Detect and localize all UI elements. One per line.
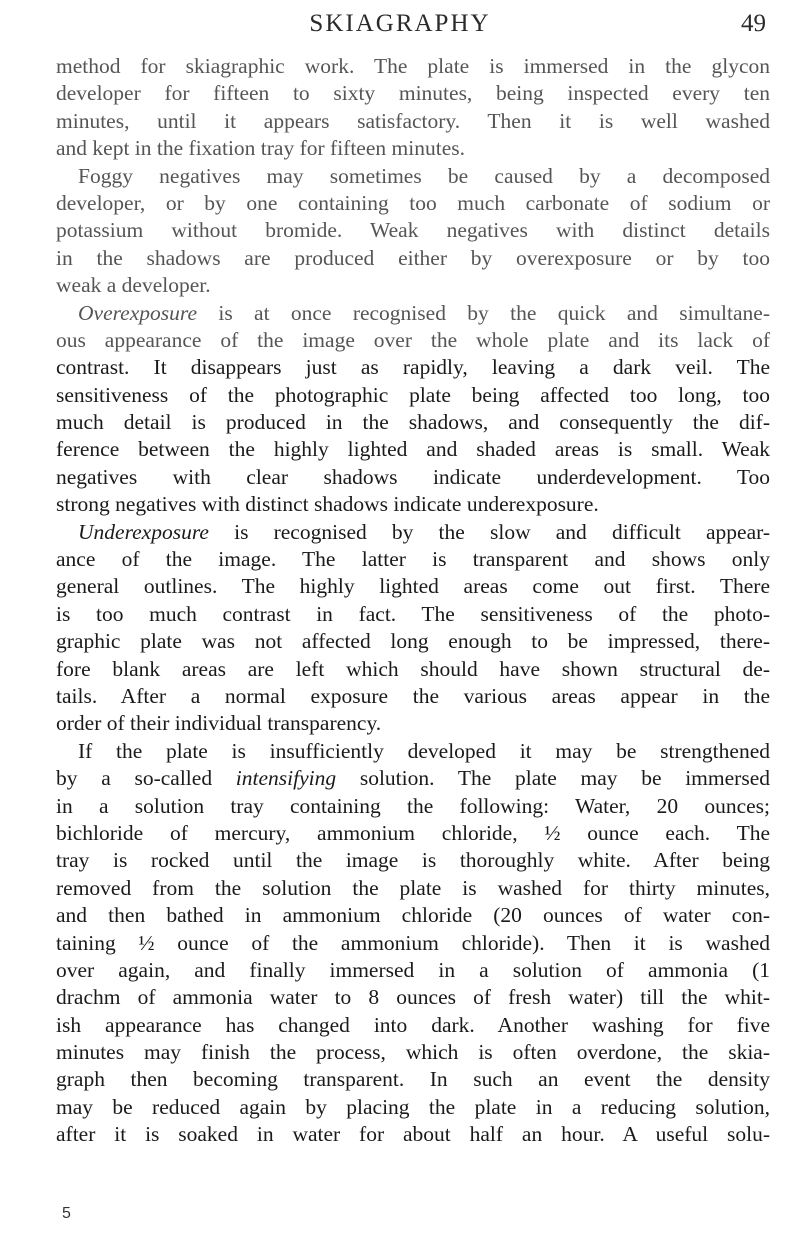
- text-line: negatives with clear shadows indicate underdevelopment. Too: [56, 464, 770, 489]
- running-title: SKIAGRAPHY: [309, 10, 491, 37]
- text-line: weak a developer.: [56, 273, 211, 298]
- text-line: removed from the solution the plate is washed for thirty minutes,: [56, 875, 770, 900]
- text-line: If the plate is insufficiently developed it may be strengthened: [78, 738, 770, 763]
- text-line: bichloride of mercury, ammonium chloride, ½ ounce each. The: [56, 820, 770, 845]
- text-line: ous appearance of the image over the whole plate and its lack of: [56, 327, 770, 352]
- text-line: tray is rocked until the image is thoroughly white. After being: [56, 848, 770, 873]
- italic-term: Overexposure: [78, 300, 197, 325]
- signature-mark: 5: [62, 1205, 71, 1222]
- text-line: [56, 765, 770, 792]
- text-run: solution. The plate may be immersed: [336, 766, 770, 791]
- text-line: sensitiveness of the photographic plate being affected too long, too: [56, 382, 770, 407]
- text-line: developer for fifteen to sixty minutes, being inspected every ten: [56, 81, 770, 106]
- text-line: is too much contrast in fact. The sensitiveness of the photo-: [56, 601, 770, 626]
- text-run: is recognised by the slow and difficult appear-: [208, 519, 770, 544]
- text-line: minutes, until it appears satisfactory. Then it is well washed: [56, 108, 770, 133]
- text-line: general outlines. The highly lighted areas come out first. There: [56, 574, 770, 599]
- text-line: tails. After a normal exposure the various areas appear in the: [56, 683, 770, 708]
- italic-term: Underexposure: [78, 519, 209, 544]
- text-line: ish appearance has changed into dark. Another washing for five: [56, 1012, 770, 1037]
- text-line: graphic plate was not affected long enough to be impressed, there-: [56, 629, 770, 654]
- running-header: [0, 0, 800, 40]
- text-line: taining ½ ounce of the ammonium chloride). Then it is washed: [56, 930, 770, 955]
- text-line: in a solution tray containing the following: Water, 20 ounces;: [56, 793, 770, 818]
- text-line: drachm of ammonia water to 8 ounces of fresh water) till the whit-: [56, 985, 770, 1010]
- text-line: contrast. It disappears just as rapidly, leaving a dark veil. The: [56, 355, 770, 380]
- text-line: fore blank areas are left which should have shown structural de-: [56, 656, 770, 681]
- text-line: potassium without bromide. Weak negatives with distinct details: [56, 218, 770, 243]
- text-line: [56, 300, 770, 327]
- text-line: ference between the highly lighted and shaded areas is small. Weak: [56, 437, 770, 462]
- text-run: is at once recognised by the quick and simultane-: [197, 300, 770, 325]
- text-line: Foggy negatives may sometimes be caused by a decomposed: [78, 163, 770, 188]
- page-number: 49: [741, 10, 766, 37]
- text-line: much detail is produced in the shadows, and consequently the dif-: [56, 410, 770, 435]
- text-line: and then bathed in ammonium chloride (20 ounces of water con-: [56, 903, 770, 928]
- italic-term: intensifying: [235, 766, 337, 791]
- text-line: method for skiagraphic work. The plate is immersed in the glycon: [56, 54, 770, 78]
- text-line: strong negatives with distinct shadows indicate underexposure.: [56, 492, 599, 517]
- text-line: ance of the image. The latter is transparent and shows only: [56, 547, 770, 572]
- text-line: order of their individual transparency.: [56, 711, 382, 736]
- text-line: minutes may finish the process, which is often overdone, the skia-: [56, 1040, 770, 1065]
- text-line: and kept in the fixation tray for fifteen minutes.: [56, 136, 465, 161]
- text-line: in the shadows are produced either by overexposure or by too: [56, 245, 770, 270]
- text-line: over again, and finally immersed in a solution of ammonia (1: [56, 957, 770, 982]
- text-line: developer, or by one containing too much carbonate of sodium or: [56, 190, 770, 215]
- text-line: graph then becoming transparent. In such an event the density: [56, 1067, 770, 1092]
- text-line: [56, 519, 770, 546]
- body-text: [56, 53, 770, 1149]
- text-line: may be reduced again by placing the plate in a reducing solution,: [56, 1094, 770, 1119]
- text-run: by a so-called: [56, 766, 236, 791]
- text-line: after it is soaked in water for about half an hour. A useful solu-: [56, 1122, 770, 1147]
